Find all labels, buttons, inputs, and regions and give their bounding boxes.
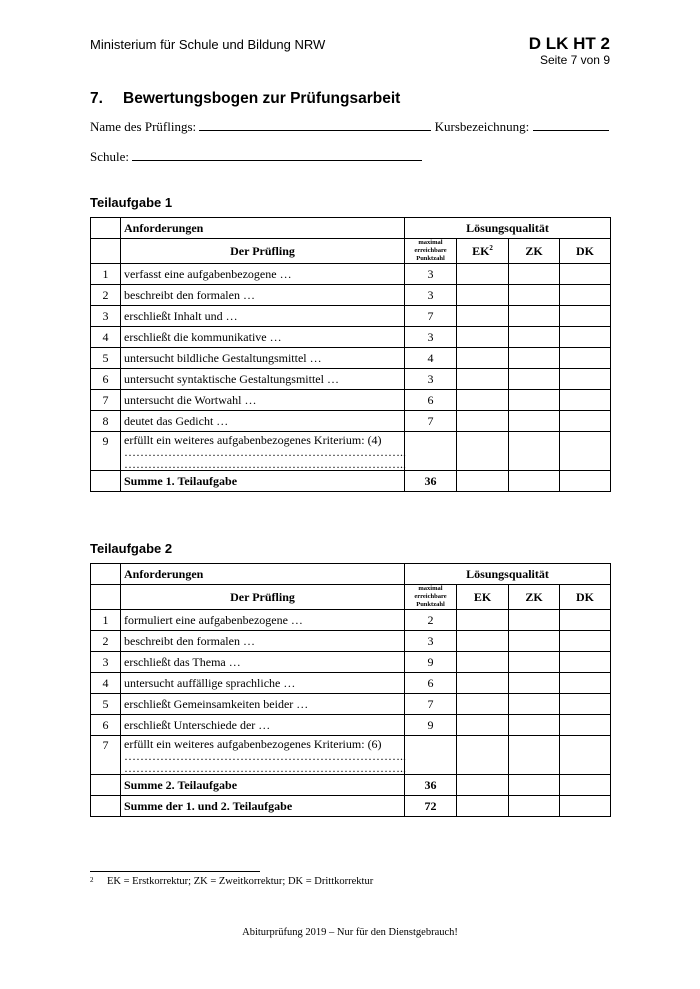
max-points-cell: 3 (405, 264, 457, 285)
ek-cell[interactable] (457, 369, 509, 390)
name-field[interactable] (199, 118, 431, 131)
row-requirement: untersucht bildliche Gestaltungsmittel … (121, 348, 405, 369)
ek-sum-cell[interactable] (457, 775, 509, 796)
row-requirement: verfasst eine aufgabenbezogene … (121, 264, 405, 285)
ek-total-cell[interactable] (457, 796, 509, 817)
row-requirement (121, 736, 405, 775)
dk-header: DK (560, 585, 611, 610)
max-points-cell: 3 (405, 631, 457, 652)
dotted-line: …………………………………………………………….. (124, 457, 406, 471)
row-requirement: erschließt Gemeinsamkeiten beider … (121, 694, 405, 715)
footnote-ref: 2 (489, 243, 493, 252)
table-row-extra (91, 432, 611, 471)
max-points-cell: 3 (405, 327, 457, 348)
table-row (91, 327, 611, 348)
header-empty-cell (91, 218, 121, 239)
row-number: 6 (91, 369, 121, 390)
ek-cell[interactable] (457, 306, 509, 327)
row-number: 5 (91, 348, 121, 369)
dk-cell[interactable] (560, 652, 611, 673)
dk-cell[interactable] (560, 327, 611, 348)
task1-table (90, 217, 611, 492)
ek-cell[interactable] (457, 348, 509, 369)
dotted-line: …………………………………………………………….. (124, 761, 406, 775)
dk-cell[interactable] (560, 432, 611, 471)
row-number: 2 (91, 631, 121, 652)
table-header-row (91, 218, 611, 239)
section-number: 7. (90, 90, 103, 107)
ek-label: EK (472, 243, 490, 258)
ek-cell[interactable] (457, 264, 509, 285)
quality-header: Lösungsqualität (405, 564, 611, 585)
total-value: 72 (405, 796, 457, 817)
dk-total-cell[interactable] (560, 796, 611, 817)
zk-cell[interactable] (509, 715, 560, 736)
subheader-empty-cell (91, 239, 121, 264)
extra-criterion-text: erfüllt ein weiteres aufgabenbezogenes Kriterium: (4) (124, 433, 382, 447)
sum-value: 36 (405, 775, 457, 796)
dk-cell[interactable] (560, 631, 611, 652)
zk-cell[interactable] (509, 736, 560, 775)
max-points-cell: 9 (405, 652, 457, 673)
ek-cell[interactable] (457, 390, 509, 411)
row-number: 4 (91, 673, 121, 694)
max-points-line: erreichbare (414, 247, 447, 254)
dk-cell[interactable] (560, 736, 611, 775)
row-number: 3 (91, 306, 121, 327)
dk-cell[interactable] (560, 610, 611, 631)
row-requirement: untersucht die Wortwahl … (121, 390, 405, 411)
zk-total-cell[interactable] (509, 796, 560, 817)
max-points-cell: 4 (405, 348, 457, 369)
max-points-cell: 6 (405, 673, 457, 694)
zk-header: ZK (509, 239, 560, 264)
row-number: 9 (91, 432, 121, 471)
ministry-name: Ministerium für Schule und Bildung NRW (90, 37, 326, 52)
max-points-line: maximal (418, 585, 443, 592)
sum-value: 36 (405, 471, 457, 492)
table-row (91, 411, 611, 432)
row-requirement: beschreibt den formalen … (121, 285, 405, 306)
zk-cell[interactable] (509, 264, 560, 285)
table-header-row (91, 564, 611, 585)
school-field[interactable] (132, 148, 422, 161)
dk-cell[interactable] (560, 369, 611, 390)
max-points-cell (405, 432, 457, 471)
dk-cell[interactable] (560, 390, 611, 411)
ek-cell[interactable] (457, 736, 509, 775)
table-row (91, 652, 611, 673)
ek-header (457, 239, 509, 264)
ek-cell[interactable] (457, 673, 509, 694)
table-row (91, 715, 611, 736)
table-row-extra (91, 736, 611, 775)
footnote-text: EK = Erstkorrektur; ZK = Zweitkorrektur; DK = Drittkorrektur (107, 876, 374, 887)
zk-cell[interactable] (509, 631, 560, 652)
total-label: Summe der 1. und 2. Teilaufgabe (121, 796, 405, 817)
zk-sum-cell[interactable] (509, 471, 560, 492)
requirements-header: Anforderungen (121, 218, 405, 239)
footnote-rule (90, 871, 260, 872)
max-points-cell: 7 (405, 306, 457, 327)
name-label: Name des Prüflings: (90, 119, 197, 134)
task2-table (90, 563, 611, 817)
table-subheader-row (91, 239, 611, 264)
dk-cell[interactable] (560, 348, 611, 369)
zk-header: ZK (509, 585, 560, 610)
row-number: 7 (91, 390, 121, 411)
quality-header: Lösungsqualität (405, 218, 611, 239)
max-points-cell: 3 (405, 369, 457, 390)
row-number: 8 (91, 411, 121, 432)
ek-cell[interactable] (457, 411, 509, 432)
max-points-cell (405, 736, 457, 775)
row-number: 1 (91, 264, 121, 285)
zk-cell[interactable] (509, 432, 560, 471)
row-number: 2 (91, 285, 121, 306)
max-points-cell: 7 (405, 411, 457, 432)
ek-cell[interactable] (457, 432, 509, 471)
extra-criterion-text: erfüllt ein weiteres aufgabenbezogenes Kriterium: (6) (124, 737, 382, 751)
row-requirement: erschließt Unterschiede der … (121, 715, 405, 736)
max-points-cell: 6 (405, 390, 457, 411)
max-points-header (405, 585, 457, 610)
row-requirement: formuliert eine aufgabenbezogene … (121, 610, 405, 631)
dotted-line: …………………………………………………………….. (124, 749, 406, 763)
dotted-line: …………………………………………………………….. (124, 445, 406, 459)
dk-cell[interactable] (560, 306, 611, 327)
sum-label: Summe 2. Teilaufgabe (121, 775, 405, 796)
ek-cell[interactable] (457, 327, 509, 348)
sum-row (91, 775, 611, 796)
dk-cell[interactable] (560, 673, 611, 694)
max-points-header (405, 239, 457, 264)
max-points-line: erreichbare (414, 593, 447, 600)
row-requirement: erschließt das Thema … (121, 652, 405, 673)
row-number: 6 (91, 715, 121, 736)
row-number: 4 (91, 327, 121, 348)
table-row (91, 631, 611, 652)
zk-cell[interactable] (509, 411, 560, 432)
school-label: Schule: (90, 149, 129, 164)
row-requirement: untersucht syntaktische Gestaltungsmittel … (121, 369, 405, 390)
table-row (91, 285, 611, 306)
table-row (91, 348, 611, 369)
zk-cell[interactable] (509, 652, 560, 673)
subheader-empty-cell (91, 585, 121, 610)
table-row (91, 694, 611, 715)
zk-cell[interactable] (509, 694, 560, 715)
max-points-line: Punktzahl (416, 601, 445, 608)
dk-cell[interactable] (560, 411, 611, 432)
page-footer: Abiturprüfung 2019 – Nur für den Dienstgebrauch! (242, 927, 458, 938)
section-title: Bewertungsbogen zur Prüfungsarbeit (123, 90, 401, 107)
row-number: 1 (91, 610, 121, 631)
section-heading (90, 90, 400, 108)
table-row (91, 264, 611, 285)
max-points-cell: 9 (405, 715, 457, 736)
sum-empty-cell (91, 775, 121, 796)
dk-cell[interactable] (560, 285, 611, 306)
row-requirement: untersucht auffällige sprachliche … (121, 673, 405, 694)
ek-cell[interactable] (457, 715, 509, 736)
requirements-header: Anforderungen (121, 564, 405, 585)
max-points-cell: 3 (405, 285, 457, 306)
table-row (91, 306, 611, 327)
ek-cell[interactable] (457, 285, 509, 306)
dk-cell[interactable] (560, 694, 611, 715)
total-row (91, 796, 611, 817)
examinee-header: Der Prüfling (121, 239, 405, 264)
course-label: Kursbezeichnung: (434, 119, 530, 134)
course-field[interactable] (533, 118, 609, 131)
table-subheader-row (91, 585, 611, 610)
zk-cell[interactable] (509, 673, 560, 694)
footnote (90, 876, 373, 887)
table-row (91, 369, 611, 390)
sum-label: Summe 1. Teilaufgabe (121, 471, 405, 492)
ek-cell[interactable] (457, 652, 509, 673)
ek-header: EK (457, 585, 509, 610)
dk-cell[interactable] (560, 715, 611, 736)
row-requirement (121, 432, 405, 471)
examinee-header: Der Prüfling (121, 585, 405, 610)
max-points-cell: 7 (405, 694, 457, 715)
page-number: Seite 7 von 9 (539, 53, 610, 67)
row-requirement: erschließt die kommunikative … (121, 327, 405, 348)
zk-sum-cell[interactable] (509, 775, 560, 796)
footnote-mark: 2 (90, 876, 94, 884)
max-points-line: maximal (418, 239, 443, 246)
row-requirement: erschließt Inhalt und … (121, 306, 405, 327)
form-line-school (90, 148, 422, 165)
ek-sum-cell[interactable] (457, 471, 509, 492)
total-empty-cell (91, 796, 121, 817)
row-requirement: deutet das Gedicht … (121, 411, 405, 432)
zk-cell[interactable] (509, 369, 560, 390)
max-points-cell: 2 (405, 610, 457, 631)
zk-cell[interactable] (509, 390, 560, 411)
task2-title: Teilaufgabe 2 (90, 541, 173, 556)
dk-header: DK (560, 239, 611, 264)
ek-cell[interactable] (457, 631, 509, 652)
row-number: 5 (91, 694, 121, 715)
ek-cell[interactable] (457, 694, 509, 715)
zk-cell[interactable] (509, 306, 560, 327)
table-row (91, 673, 611, 694)
sum-row (91, 471, 611, 492)
max-points-line: Punktzahl (416, 255, 445, 262)
zk-cell[interactable] (509, 327, 560, 348)
ek-cell[interactable] (457, 610, 509, 631)
header-empty-cell (91, 564, 121, 585)
zk-cell[interactable] (509, 348, 560, 369)
row-requirement: beschreibt den formalen … (121, 631, 405, 652)
table-row (91, 390, 611, 411)
dk-cell[interactable] (560, 264, 611, 285)
document-code: D LK HT 2 (528, 34, 610, 53)
dk-sum-cell[interactable] (560, 471, 611, 492)
table-row (91, 610, 611, 631)
zk-cell[interactable] (509, 285, 560, 306)
zk-cell[interactable] (509, 610, 560, 631)
task1-title: Teilaufgabe 1 (90, 195, 173, 210)
row-number: 7 (91, 736, 121, 775)
row-number: 3 (91, 652, 121, 673)
dk-sum-cell[interactable] (560, 775, 611, 796)
form-line-name (90, 118, 609, 135)
sum-empty-cell (91, 471, 121, 492)
